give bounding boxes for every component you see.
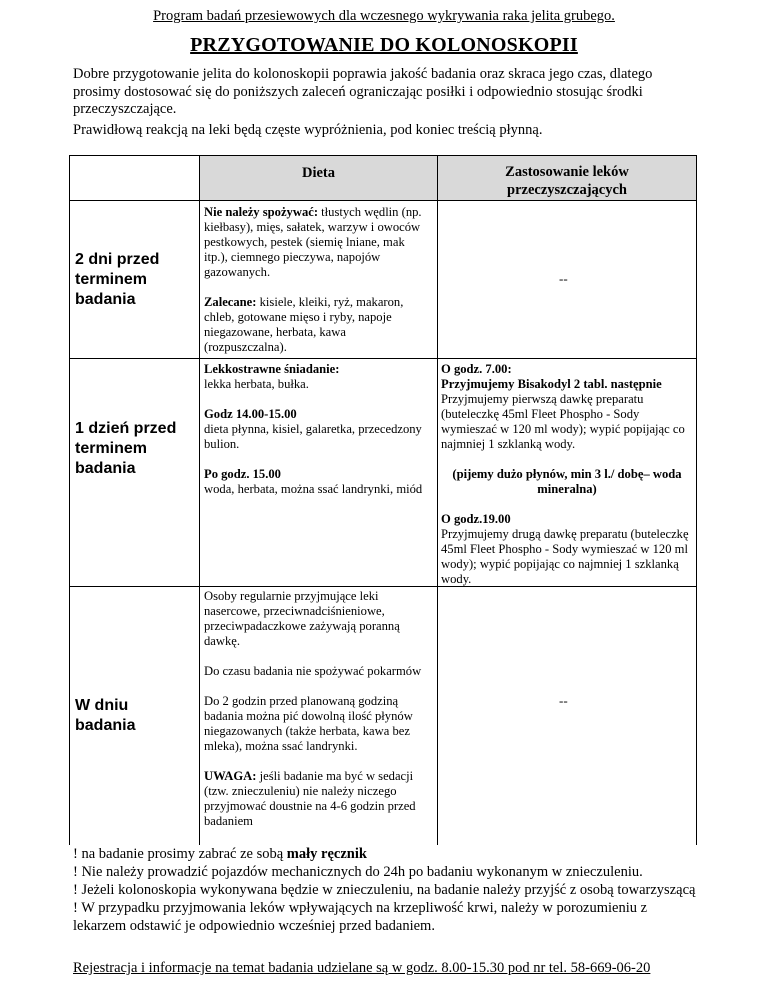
meds-fluids-note: (pijemy dużo płynów, min 3 l./ dobę– woda mineralna) — [452, 467, 682, 496]
warning-text: jeśli badanie ma być w sedacji (tzw. znieczuleniu) nie należy niczego przyjmować doustnie na 4-6 godzin przed badaniem — [204, 769, 416, 828]
intro-paragraph: Dobre przygotowanie jelita do kolonoskopii poprawia jakość badania oraz skraca jego czas, dlatego prosimy dostosować się do poniższych zaleceń ograniczając posiłki i odpowiednio stosując środki przeczyszczające. — [73, 66, 653, 117]
row-label-one-day-before — [75, 419, 176, 479]
row-label-exam-day — [75, 696, 135, 736]
meds-morning-bisakodyl: Przyjmujemy Bisakodyl 2 tabl. następnie — [441, 377, 662, 391]
noon-text: dieta płynna, kisiel, galaretka, przecedzony bulion. — [204, 422, 422, 451]
meds-evening-text: Przyjmujemy drugą dawkę preparatu (buteleczkę 45ml Fleet Phospho - Sody wymieszać w 120 ml wody); wypić popijając co najmniej 1 szklanką wody. — [441, 527, 689, 586]
table-column-divider — [437, 155, 438, 845]
table-border-top — [69, 155, 697, 156]
table-row-divider — [69, 200, 697, 201]
note-anticoagulants: ! W przypadku przyjmowania leków wpływających na krzepliwość krwi, należy w porozumieniu z lekarzem odstawić je odpowiednio wcześniej przed badaniem. — [73, 900, 648, 934]
preparation-table — [69, 155, 697, 845]
breakfast-text: lekka herbata, bułka. — [204, 377, 309, 391]
table-border-right — [696, 155, 697, 845]
row-label-line: terminem — [75, 271, 148, 288]
row-label-line: 1 dzień przed — [75, 420, 177, 437]
diet-recommended-text: kisiele, kleiki, ryż, makaron, chleb, gotowane mięso i ryby, napoje niegazowane, herbata, kawa (rozpuszczalna). — [204, 295, 404, 354]
regular-meds-note: Osoby regularnie przyjmujące leki nasercowe, przeciwnadciśnieniowe, przeciwpadaczkowe zażywają poranną dawkę. — [204, 589, 400, 648]
afternoon-label: Po godz. 15.00 — [204, 467, 281, 481]
afternoon-text: woda, herbata, można ssać landrynki, miód — [204, 482, 423, 496]
diet-exam-day — [204, 589, 431, 829]
row-label-line: badania — [75, 717, 136, 734]
meds-two-days-before: -- — [559, 271, 568, 286]
table-column-divider — [199, 155, 200, 845]
diet-recommended — [204, 295, 431, 355]
column-header-medication-line2: przeczyszczających — [507, 182, 627, 198]
note-driving: ! Nie należy prowadzić pojazdów mechanicznych do 24h po badaniu wykonanym w znieczuleniu. — [73, 864, 643, 880]
diet-recommended-label: Zalecane: — [204, 295, 257, 309]
fluids-allowed-note: Do 2 godzin przed planowaną godziną badania można pić dowolną ilość płynów niegazowanych (także herbata, kawa bez mleka), można ssać landrynki. — [204, 694, 413, 753]
warning-label: UWAGA: — [204, 769, 257, 783]
diet-forbidden — [204, 205, 431, 280]
note-towel-text: ! na badanie prosimy zabrać ze sobą — [73, 846, 287, 862]
diet-one-day-before — [204, 362, 431, 497]
notes-section — [73, 845, 703, 935]
diet-forbidden-label: Nie należy spożywać: — [204, 205, 319, 219]
no-food-note: Do czasu badania nie spożywać pokarmów — [204, 664, 422, 678]
table-row-divider — [69, 358, 697, 359]
meds-one-day-before — [441, 362, 693, 587]
diet-forbidden-text: tłustych wędlin (np. kiełbasy), mięs, sałatek, warzyw i owoców pestkowych, pestek (siemię lniane, mak itp.), ciemnego pieczywa, napojów gazowanych. — [204, 205, 422, 279]
page-title: PRZYGOTOWANIE DO KOLONOSKOPII — [190, 34, 578, 56]
column-header-diet: Dieta — [301, 165, 335, 181]
diet-two-days-before — [204, 205, 431, 355]
row-label-line: badania — [75, 291, 136, 308]
registration-footer: Rejestracja i informacje na temat badania udzielane są w godz. 8.00-15.30 pod nr tel. 58-669-06-20 — [73, 960, 651, 976]
sedation-warning — [204, 769, 431, 829]
meds-exam-day: -- — [559, 693, 568, 708]
intro-reaction-paragraph: Prawidłową reakcją na leki będą częste wypróżnienia, pod koniec treścią płynną. — [73, 122, 543, 138]
note-towel-bold: mały ręcznik — [286, 846, 367, 862]
column-header-medication-line1: Zastosowanie leków — [505, 164, 629, 180]
note-companion: ! Jeżeli kolonoskopia wykonywana będzie w znieczuleniu, na badanie należy przyjść z osobą towarzyszącą — [73, 882, 696, 898]
row-label-two-days-before — [75, 250, 159, 310]
row-label-line: badania — [75, 460, 136, 477]
program-heading: Program badań przesiewowych dla wczesnego wykrywania raka jelita grubego. — [153, 8, 615, 24]
breakfast-label: Lekkostrawne śniadanie: — [204, 362, 340, 376]
row-label-line: terminem — [75, 440, 148, 457]
column-header-medication — [438, 163, 696, 199]
note-towel — [73, 845, 703, 863]
meds-morning-time: O godz. 7.00: — [441, 362, 512, 376]
meds-morning-text: Przyjmujemy pierwszą dawkę preparatu (buteleczkę 45ml Fleet Phospho - Sody wymieszać w 120 ml wody); wypić popijając co najmniej 1 szklanką wody. — [441, 392, 685, 451]
table-border-left — [69, 155, 70, 845]
row-label-line: 2 dni przed — [75, 251, 160, 268]
meds-evening-time: O godz.19.00 — [441, 512, 511, 526]
row-label-line: W dniu — [75, 697, 129, 714]
noon-label: Godz 14.00-15.00 — [204, 407, 297, 421]
